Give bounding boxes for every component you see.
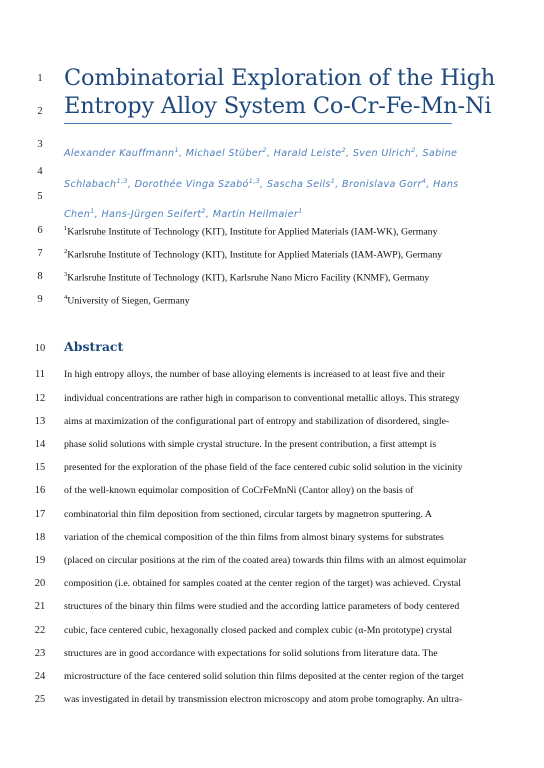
line-number-18: 18: [34, 532, 46, 543]
line-number-23: 23: [34, 648, 46, 659]
abstract-line: structures of the binary thin films were studied and the according lattice parameters of body centered: [64, 601, 460, 612]
affiliation-text: Karlsruhe Institute of Technology (KIT), Institute for Applied Materials (IAM-AWP), Germany: [67, 249, 443, 261]
paper-title-line-2: Entropy Alloy System Co-Cr-Fe-Mn-Ni: [64, 93, 492, 119]
paper-title-line-1: Combinatorial Exploration of the High: [64, 65, 496, 91]
author-affiliation-mark: 1: [90, 207, 95, 216]
author-name: Sabine Schlabach: [64, 148, 458, 190]
author-affiliation-mark: 4: [421, 176, 427, 185]
author-name: Hans-Jürgen Seifert: [101, 209, 202, 221]
line-number-17: 17: [34, 509, 46, 520]
line-number-21: 21: [34, 601, 46, 612]
author-name: Sascha Seils: [266, 178, 331, 190]
line-number-8: 8: [37, 271, 43, 282]
line-number-3: 3: [37, 139, 43, 150]
abstract-line: presented for the exploration of the phase field of the face centered cubic solid solution in the vicinity: [64, 462, 463, 473]
line-number-7: 7: [37, 248, 43, 259]
author-name: Harald Leiste: [273, 148, 342, 160]
author-affiliation-mark: 1: [330, 176, 336, 185]
affiliation-number: 2: [64, 248, 68, 255]
author-name: Alexander Kauffmann: [64, 148, 175, 160]
abstract-line: composition (i.e. obtained for samples coated at the center region of the target) was achieved. Crystal: [64, 578, 461, 589]
author-name: Hans Chen: [64, 178, 459, 221]
line-number-16: 16: [34, 485, 46, 496]
line-number-14: 14: [34, 439, 46, 450]
line-number-6: 6: [37, 225, 43, 236]
affiliation-4: [64, 294, 190, 306]
line-number-2: 2: [37, 106, 43, 117]
abstract-line: In high entropy alloys, the number of base alloying elements is increased to at least five and their: [64, 369, 445, 380]
abstract-line: (placed on circular positions at the rim of the coated area) towards thin films with an almost equimolar: [64, 555, 467, 566]
abstract-line: phase solid solutions with simple crystal structure. In the present contribution, a first attempt is: [64, 439, 437, 450]
author-name: Dorothée Vinga Szabó: [134, 178, 249, 190]
affiliation-number: 3: [64, 271, 68, 278]
author-name: Martin Heilmaier: [212, 209, 299, 221]
line-number-9: 9: [37, 294, 43, 305]
line-number-4: 4: [37, 166, 43, 177]
author-name: Sven Ulrich: [352, 148, 412, 160]
author-affiliation-mark: 1,3: [116, 176, 128, 185]
line-number-1: 1: [37, 73, 43, 84]
affiliation-1: [64, 225, 437, 237]
affiliation-text: University of Siegen, Germany: [67, 295, 190, 307]
line-number-25: 25: [34, 694, 46, 705]
author-affiliation-mark: 2: [411, 146, 416, 154]
abstract-line: was investigated in detail by transmission electron microscopy and atom probe tomography. An ultra-: [64, 694, 463, 705]
title-divider: [64, 123, 452, 124]
author-list: Alexander Kauffmann$^1$, Michael Stüber$^2$, Harald Leiste$^2$, Sven Ulrich$^2$, Sabine Schlabach$^{1,3}$, Dorothée Vinga Szabó$^{1,3}$, Sascha Seils$^1$, Bronislava Gorr$^4$, Hans Chen$^1$, Hans-Jürgen Seifert$^2$, Martin Heilmaier$^1$: [64, 146, 459, 221]
abstract-line: cubic, face centered cubic, hexagonally closed packed and complex cubic (α-Mn prototype) crystal: [64, 625, 453, 636]
abstract-line: structures are in good accordance with expectations for solid solutions from literature data. The: [64, 648, 438, 659]
affiliation-number: 4: [64, 294, 68, 301]
author-affiliation-mark: 2: [341, 146, 347, 154]
line-number-24: 24: [34, 671, 46, 682]
paper-title: [64, 64, 495, 120]
author-affiliation-mark: 1,3: [248, 176, 261, 185]
author-name: Michael Stüber: [185, 148, 263, 160]
author-affiliation-mark: 2: [201, 207, 206, 216]
line-number-10: 10: [34, 343, 46, 354]
abstract-line: aims at maximization of the configurational part of entropy and stabilization of disordered, single-: [64, 416, 450, 427]
affiliation-number: 1: [64, 225, 68, 232]
affiliation-text: Karlsruhe Institute of Technology (KIT), Institute for Applied Materials (IAM-WK), Germany: [67, 226, 438, 238]
author-affiliation-mark: 1: [298, 207, 303, 216]
abstract-line: individual concentrations are rather high in comparison to conventional metallic alloys. This strategy: [64, 393, 460, 404]
abstract-line: combinatorial thin film deposition from sectioned, circular targets by magnetron sputtering. A: [64, 509, 432, 520]
line-number-22: 22: [34, 625, 46, 636]
line-number-15: 15: [34, 462, 46, 473]
line-number-13: 13: [34, 416, 46, 427]
abstract-line: of the well-known equimolar composition of CoCrFeMnNi (Cantor alloy) on the basis of: [64, 485, 414, 496]
author-affiliation-mark: 1: [174, 146, 179, 154]
line-number-12: 12: [34, 393, 46, 404]
abstract-heading: Abstract: [64, 339, 124, 354]
line-number-11: 11: [34, 369, 46, 380]
affiliation-2: [64, 248, 442, 260]
line-number-5: 5: [37, 191, 43, 202]
abstract-line: microstructure of the face centered solid solution thin films deposited at the center region of the target: [64, 671, 464, 682]
line-number-20: 20: [34, 578, 46, 589]
author-affiliation-mark: 2: [262, 146, 267, 154]
abstract-line: variation of the chemical composition of the thin films from almost binary systems for substrates: [64, 532, 444, 543]
affiliation-text: Karlsruhe Institute of Technology (KIT), Karlsruhe Nano Micro Facility (KNMF), Germany: [67, 272, 430, 284]
affiliation-3: [64, 271, 429, 283]
author-name: Bronislava Gorr: [342, 178, 422, 190]
line-number-19: 19: [34, 555, 46, 566]
